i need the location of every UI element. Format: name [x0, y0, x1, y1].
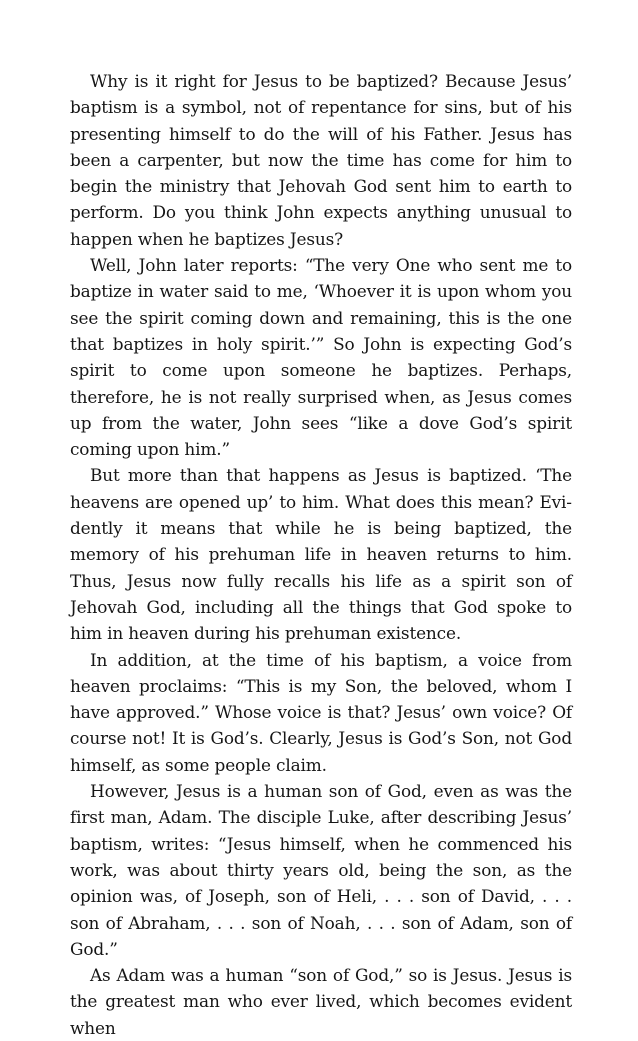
paragraph-1: Why is it right for Jesus to be baptized? Because Jesus’ baptism is a symbol, not of repentance for sins, but of his presenting himself to do the will of his Father. Jesus has been a carpenter, but now the time has come for him to begin the ministry that Jehovah God sent him to earth to perform. Do you think John expects anything unusual to happen when he baptizes Jesus? — [70, 71, 572, 249]
page-body — [70, 68, 572, 1041]
paragraph-3: But more than that happens as Jesus is baptized. ‘The heavens are opened up’ to him. What does this mean? Evidently it means that while he is being baptized, the memory of his prehuman life in heaven returns to him. Thus, Jesus now fully recalls his life as a spirit son of Jehovah God, including all the things that God spoke to him in heaven during his prehuman existence. — [70, 465, 572, 644]
paragraph-6: As Adam was a human “son of God,” so is Jesus. Jesus is the greatest man who ever lived, which becomes evident when — [70, 965, 572, 1038]
paragraph-2: Well, John later reports: “The very One who sent me to baptize in water said to me, ‘Whoever it is upon whom you see the spirit coming down and remaining, this is the one that baptizes in holy spirit.’” So John is expecting God’s spirit to come upon someone he baptizes. Perhaps, therefore, he is not really surprised when, as Jesus comes up from the water, John sees “like a dove God’s spirit coming upon him.” — [70, 255, 572, 460]
paragraph-5: However, Jesus is a human son of God, even as was the first man, Adam. The disciple Luke, after describing Jesus’ baptism, writes: “Jesus himself, when he commenced his work, was about thirty years old, being the son, as the opinion was, of Joseph, son of Heli, . . . son of David, . . . son of Abraham, . . . son of Noah, . . . son of Adam, son of God.” — [70, 781, 572, 959]
paragraph-4: In addition, at the time of his baptism, a voice from heaven proclaims: “This is my Son, the beloved, whom I have approved.” Whose voice is that? Jesus’ own voice? Of course not! It is God’s. Clearly, Jesus is God’s Son, not God himself, as some people claim. — [70, 649, 572, 775]
